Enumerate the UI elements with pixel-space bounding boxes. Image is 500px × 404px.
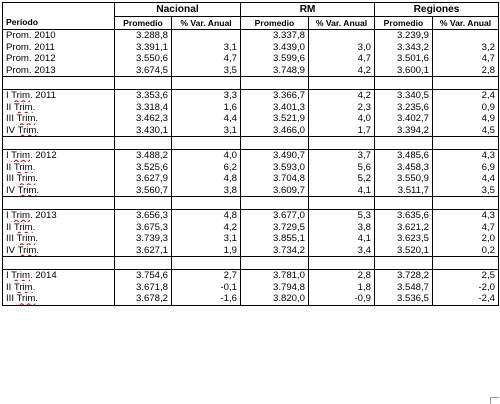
var-anual-cell: 6,9 [433,162,499,174]
spacer-cell [3,77,115,90]
promedio-cell: 3.674,5 [115,65,172,77]
group-header-nacional: Nacional [115,3,241,17]
promedio-cell: 3.466,0 [241,125,309,137]
spacer-row [3,257,499,270]
spacer-cell [115,197,172,210]
period-label [3,173,115,185]
table-row [3,102,499,114]
var-anual-cell: 5,6 [309,162,375,174]
table-row [3,233,499,245]
promedio-cell: 3.671,8 [115,281,172,293]
promedio-cell: 3.550,9 [375,173,433,185]
spacer-cell [172,137,241,150]
var-anual-cell: -0,1 [172,281,241,293]
period-label-text: III Trim. [6,113,38,125]
period-label [3,281,115,293]
table-row [3,149,499,161]
promedio-cell: 3.627,9 [115,173,172,185]
header-row-sub [3,17,499,30]
promedio-cell: 3.754,6 [115,269,172,281]
promedio-cell: 3.748,9 [241,65,309,77]
var-anual-cell: 3,3 [172,89,241,101]
table-row [3,173,499,185]
promedio-cell: 3.490,7 [241,149,309,161]
promedio-cell: 3.794,8 [241,281,309,293]
var-anual-cell: 4,3 [433,149,499,161]
promedio-cell: 3.675,3 [115,222,172,234]
table-row [3,281,499,293]
spacer-cell [309,77,375,90]
var-anual-cell: 2,8 [309,269,375,281]
spacer-cell [115,137,172,150]
promedio-cell: 3.855,1 [241,233,309,245]
period-label [3,102,115,114]
promedio-cell: 3.677,0 [241,209,309,221]
spacer-cell [172,257,241,270]
spacer-cell [433,77,499,90]
period-label-text: II Trim. [6,281,36,293]
promedio-cell: 3.343,2 [375,42,433,54]
spacer-row [3,77,499,90]
var-anual-cell: 3,5 [172,65,241,77]
header-corner [3,3,115,17]
var-anual-cell: 1,6 [172,102,241,114]
period-label-text: Prom. 2012 [6,53,56,65]
promedio-cell: 3.318,4 [115,102,172,114]
var-anual-cell: 5,2 [309,173,375,185]
spacer-cell [433,197,499,210]
var-anual-cell: 4,7 [309,53,375,65]
promedio-cell: 3.656,3 [115,209,172,221]
period-label-text: Prom. 2010 [6,30,56,42]
var-anual-cell: 0,9 [433,102,499,114]
var-anual-cell: 3,4 [309,245,375,257]
promedio-cell: 3.550,6 [115,53,172,65]
var-anual-cell: 4,2 [172,222,241,234]
period-label-text: III Trim. [6,173,38,185]
spacer-cell [375,137,433,150]
promedio-cell: 3.734,2 [241,245,309,257]
spacer-row [3,197,499,210]
spacer-cell [241,77,309,90]
table-row [3,162,499,174]
period-label-text: Prom. 2013 [6,65,56,77]
promedio-cell: 3.340,5 [375,89,433,101]
header-row-groups [3,3,499,17]
var-anual-cell: 4,8 [172,209,241,221]
period-label [3,42,115,54]
promedio-cell: 3.239,9 [375,30,433,42]
period-label [3,149,115,161]
var-anual-cell: 4,1 [309,233,375,245]
var-anual-cell: 4,4 [172,113,241,125]
table-row [3,209,499,221]
promedio-cell: 3.593,0 [241,162,309,174]
promedio-cell: 3.635,6 [375,209,433,221]
promedio-cell: 3.353,6 [115,89,172,101]
var-anual-cell: 3,1 [172,233,241,245]
table-row [3,245,499,257]
var-anual-cell: 4,3 [433,209,499,221]
period-label-text: II Trim. [6,101,36,113]
spacer-cell [115,77,172,90]
var-anual-cell: -0,9 [309,293,375,305]
promedio-cell: 3.521,9 [241,113,309,125]
promedio-cell: 3.600,1 [375,65,433,77]
var-anual-cell: 4,2 [309,89,375,101]
var-anual-cell: 4,7 [433,222,499,234]
subheader-promedio: Promedio [115,17,172,30]
promedio-cell: 3.536,5 [375,293,433,305]
spacer-cell [241,257,309,270]
spacer-cell [375,257,433,270]
var-anual-cell: 0,2 [433,245,499,257]
var-anual-cell: 1,9 [172,245,241,257]
promedio-cell: 3.728,2 [375,269,433,281]
var-anual-cell: 2,5 [433,269,499,281]
promedio-cell: 3.820,0 [241,293,309,305]
period-label [3,269,115,281]
spacer-cell [309,197,375,210]
sheet-corner-handle [490,397,499,404]
period-label-text: I Trim. 2014 [6,270,57,282]
var-anual-cell: 2,3 [309,102,375,114]
promedio-cell: 3.609,7 [241,185,309,197]
var-anual-cell: 2,0 [433,233,499,245]
promedio-cell: 3.621,2 [375,222,433,234]
spacer-cell [309,137,375,150]
var-anual-cell: 3,0 [309,42,375,54]
header-periodo: Período [3,17,115,30]
subheader-var-anual: % Var. Anual [433,17,499,30]
subheader-promedio: Promedio [241,17,309,30]
var-anual-cell: 2,8 [433,65,499,77]
var-anual-cell: -2,4 [433,293,499,305]
period-label-text: II Trim. [6,221,36,233]
var-anual-cell: -2,0 [433,281,499,293]
spacer-cell [3,197,115,210]
var-anual-cell: 3,2 [433,42,499,54]
period-label [3,113,115,125]
period-label [3,162,115,174]
period-label [3,222,115,234]
var-anual-cell: 3,5 [433,185,499,197]
var-anual-cell: 2,4 [433,89,499,101]
var-anual-cell: 4,0 [172,149,241,161]
promedio-cell: 3.485,6 [375,149,433,161]
promedio-cell: 3.488,2 [115,149,172,161]
promedio-cell: 3.462,3 [115,113,172,125]
spacer-cell [115,257,172,270]
promedio-cell: 3.394,2 [375,125,433,137]
table-row [3,293,499,305]
table-row [3,222,499,234]
spacer-cell [433,257,499,270]
var-anual-cell [172,30,241,42]
period-label-text: I Trim. 2013 [6,210,57,222]
var-anual-cell: 1,8 [309,281,375,293]
period-label-text: Prom. 2011 [6,41,55,53]
var-anual-cell: 2,7 [172,269,241,281]
table-row [3,269,499,281]
var-anual-cell: 4,1 [309,185,375,197]
spacer-cell [172,77,241,90]
spacer-cell [241,137,309,150]
var-anual-cell: 4,7 [433,53,499,65]
spacer-cell [241,197,309,210]
var-anual-cell: 4,8 [172,173,241,185]
spacer-cell [375,77,433,90]
period-label-text: IV Trim. [6,125,40,137]
period-label [3,293,115,305]
table-row [3,42,499,54]
promedio-cell: 3.391,1 [115,42,172,54]
spacer-cell [433,137,499,150]
period-label [3,65,115,77]
promedio-cell: 3.599,6 [241,53,309,65]
spacer-cell [172,197,241,210]
promedio-cell: 3.627,1 [115,245,172,257]
spacer-row [3,137,499,150]
promedio-cell: 3.366,7 [241,89,309,101]
spacer-cell [3,257,115,270]
promedio-cell: 3.402,7 [375,113,433,125]
period-label [3,245,115,257]
period-label [3,53,115,65]
spacer-cell [375,197,433,210]
var-anual-cell: 4,0 [309,113,375,125]
promedio-cell: 3.401,3 [241,102,309,114]
period-label [3,89,115,101]
var-anual-cell: 4,2 [309,65,375,77]
var-anual-cell [309,30,375,42]
spacer-cell [309,257,375,270]
table-row [3,185,499,197]
period-label-text: IV Trim. [6,244,40,256]
group-header-rm: RM [241,3,375,17]
var-anual-cell: 4,7 [172,53,241,65]
promedio-cell: 3.439,0 [241,42,309,54]
var-anual-cell: 3,8 [172,185,241,197]
promedio-cell: 3.704,8 [241,173,309,185]
promedio-cell: 3.781,0 [241,269,309,281]
period-label-text: III Trim. [6,233,38,245]
period-label [3,185,115,197]
period-label [3,233,115,245]
table-row [3,65,499,77]
promedio-cell: 3.560,7 [115,185,172,197]
var-anual-cell: 4,5 [433,125,499,137]
var-anual-cell: 1,7 [309,125,375,137]
promedio-cell: 3.430,1 [115,125,172,137]
var-anual-cell: 4,9 [433,113,499,125]
promedio-cell: 3.520,1 [375,245,433,257]
table-row [3,113,499,125]
promedio-cell: 3.501,6 [375,53,433,65]
wage-index-table [2,2,499,306]
subheader-var-anual: % Var. Anual [309,17,375,30]
period-label-text: I Trim. 2011 [6,90,56,102]
promedio-cell: 3.458,3 [375,162,433,174]
var-anual-cell: 3,8 [309,222,375,234]
spacer-cell [3,137,115,150]
table-row [3,53,499,65]
table-row [3,125,499,137]
period-label [3,209,115,221]
var-anual-cell: 3,1 [172,42,241,54]
period-label [3,30,115,42]
period-label-text: IV Trim. [6,185,40,197]
var-anual-cell: 4,4 [433,173,499,185]
promedio-cell: 3.678,2 [115,293,172,305]
promedio-cell: 3.337,8 [241,30,309,42]
group-header-regiones: Regiones [375,3,499,17]
promedio-cell: 3.739,3 [115,233,172,245]
var-anual-cell: 3,7 [309,149,375,161]
var-anual-cell: -1,6 [172,293,241,305]
promedio-cell: 3.623,5 [375,233,433,245]
promedio-cell: 3.235,6 [375,102,433,114]
period-label-text: I Trim. 2012 [6,150,57,162]
period-label-text: II Trim. [6,161,36,173]
period-label [3,125,115,137]
subheader-promedio: Promedio [375,17,433,30]
promedio-cell: 3.548,7 [375,281,433,293]
var-anual-cell: 3,1 [172,125,241,137]
var-anual-cell: 5,3 [309,209,375,221]
promedio-cell: 3.511,7 [375,185,433,197]
promedio-cell: 3.729,5 [241,222,309,234]
table-row [3,30,499,42]
period-label-text: III Trim. [6,293,38,305]
subheader-var-anual: % Var. Anual [172,17,241,30]
table-row [3,89,499,101]
promedio-cell: 3.525,6 [115,162,172,174]
var-anual-cell [433,30,499,42]
var-anual-cell: 6,2 [172,162,241,174]
promedio-cell: 3.288,8 [115,30,172,42]
